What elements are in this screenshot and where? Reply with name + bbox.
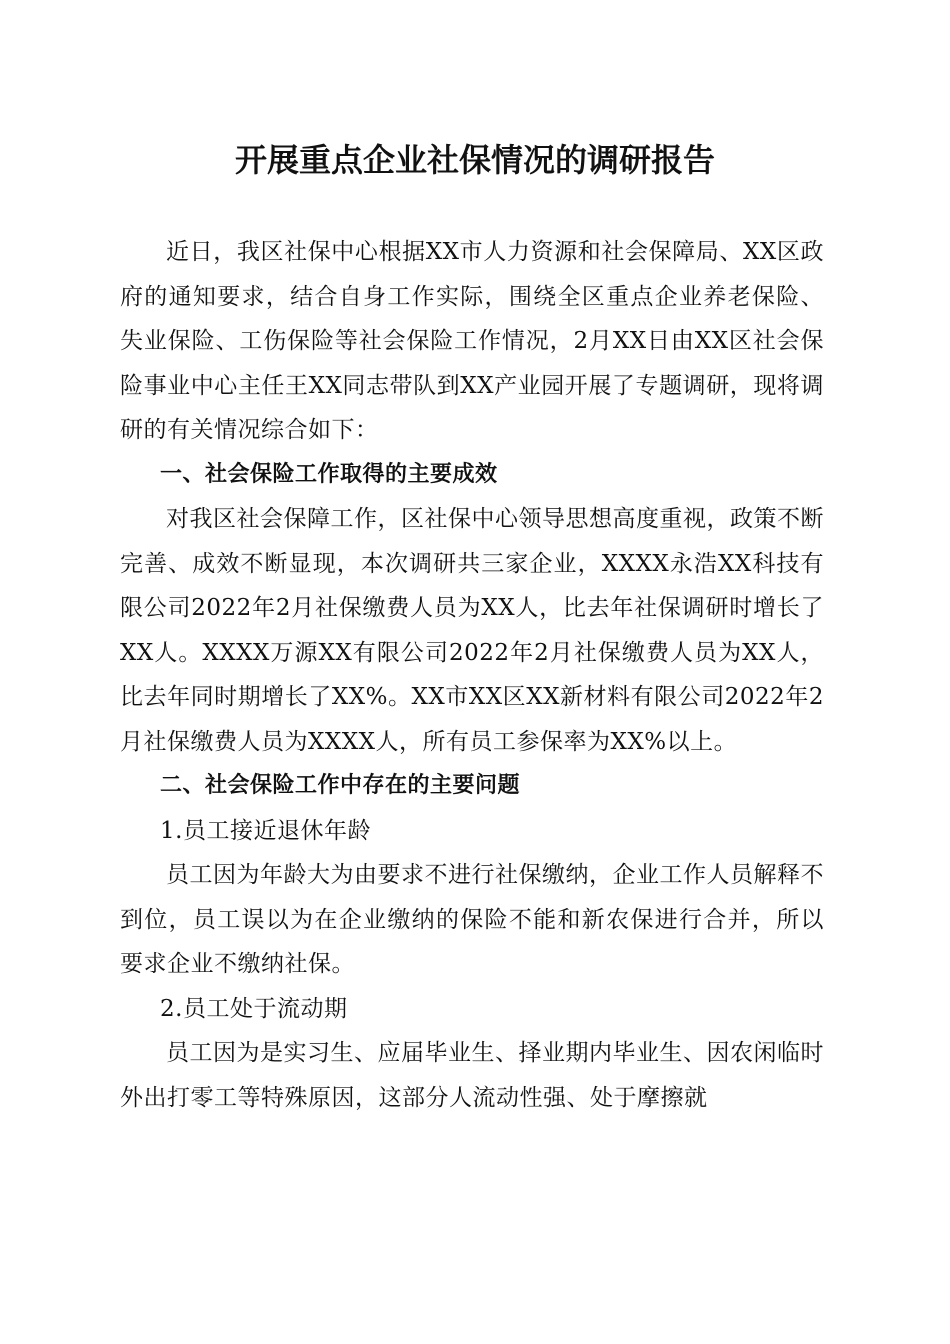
item-1-paragraph: 员工因为年龄大为由要求不进行社保缴纳，企业工作人员解释不到位，员工误以为在企业缴纳的保险不能和新农保进行合并，所以要求企业不缴纳社保。 xyxy=(120,862,824,977)
item-2-heading: 2.员工处于流动期 xyxy=(160,995,348,1022)
item-2-paragraph: 员工因为是实习生、应届毕业生、择业期内毕业生、因农闲临时外出打零工等特殊原因，这部分人流动性强、处于摩擦就 xyxy=(120,1040,824,1111)
section-1-heading: 一、社会保险工作取得的主要成效 xyxy=(160,461,498,487)
document-title: 开展重点企业社保情况的调研报告 xyxy=(234,141,715,179)
section-1-paragraph: 对我区社会保障工作，区社保中心领导思想高度重视，政策不断完善、成效不断显现，本次调研共三家企业，XXXX永浩XX科技有限公司2022年2月社保缴费人员为XX人，比去年社保调研时增长了XX人。XXXX万源XX有限公司2022年2月社保缴费人员为XX人，比去年同时期增长了XX%。XX市XX区XX新材料有限公司2022年2月社保缴费人员为XXXX人，所有员工参保率为XX%以上。 xyxy=(120,506,824,755)
item-1-heading: 1.员工接近退休年龄 xyxy=(160,817,371,844)
document-body xyxy=(120,230,824,1120)
section-2-heading: 二、社会保险工作中存在的主要问题 xyxy=(160,773,521,798)
intro-paragraph: 近日，我区社保中心根据XX市人力资源和社会保障局、XX区政府的通知要求，结合自身工作实际，围绕全区重点企业养老保险、失业保险、工伤保险等社会保险工作情况，2月XX日由XX区社会保险事业中心主任王XX同志带队到XX产业园开展了专题调研，现将调研的有关情况综合如下： xyxy=(120,239,824,443)
